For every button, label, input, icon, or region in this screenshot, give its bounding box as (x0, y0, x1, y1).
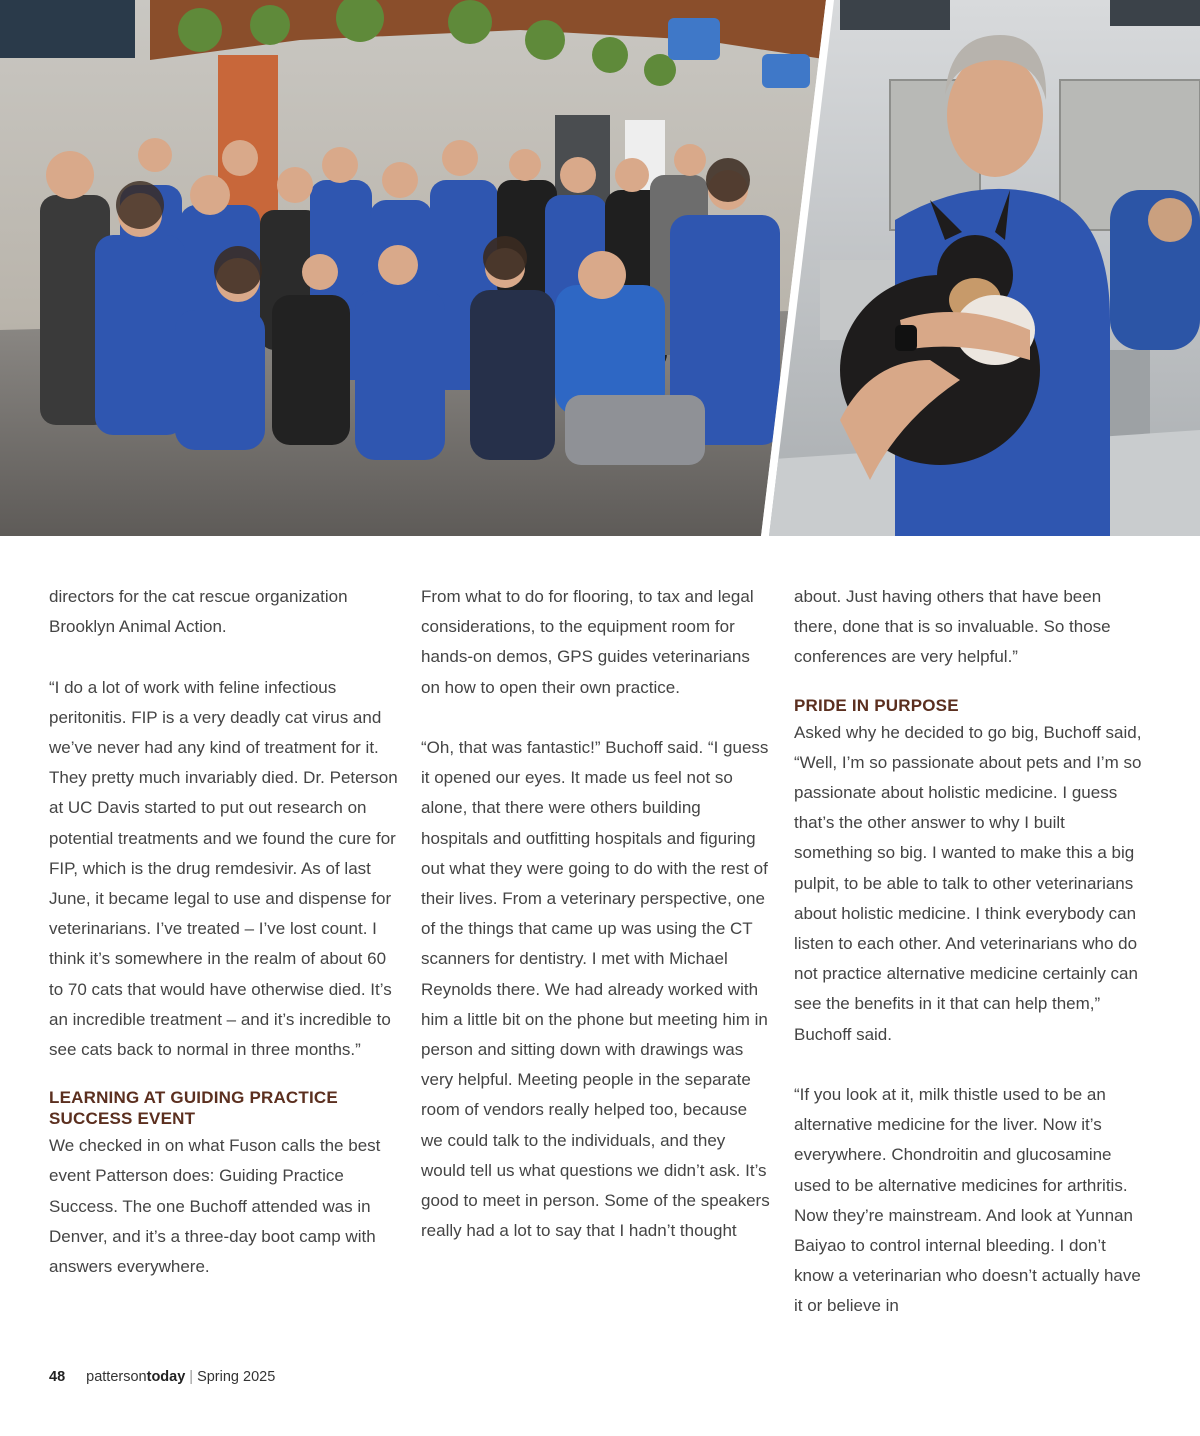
page-footer (49, 1369, 275, 1391)
page-number: 48 (49, 1369, 66, 1385)
paragraph: From what to do for flooring, to tax and legal considerations, to the equipment room for hands-on demos, GPS guides veterinarians on how to open their own practice. (421, 587, 754, 697)
paragraph: directors for the cat rescue organization Brooklyn Animal Action. (49, 587, 348, 637)
photo-band (0, 0, 1200, 536)
paragraph-quote-milk-thistle: “If you look at it, milk thistle used to be an alternative medicine for the liver. Now it’s everywhere. Chondroitin and glucosamine used to be alternative medicines for arthritis. Now they’re mainstream. And look at Yunnan Baiyao to control internal bleeding. I don’t know a veterinarian who doesn’t actually have it or believe in (794, 1085, 1141, 1316)
text-column-2 (421, 582, 771, 1246)
paragraph-quote-fip: “I do a lot of work with feline infectious peritonitis. FIP is a very deadly cat virus and we’ve never had any kind of treatment for it. They pretty much invariably died. Dr. Peterson at UC Davis started to put out research on potential treatments and we found the cure for FIP, which is the drug remdesivir. As of last June, it became legal to use and dispense for veterinarians. I’ve treated – I’ve lost count. I think it’s somewhere in the realm of about 60 to 70 cats that would have otherwise died. It’s an incredible treatment – and it’s incredible to see cats back to normal in three months.” (49, 677, 398, 1060)
text-column-3 (794, 582, 1144, 1322)
text-column-1 (49, 582, 399, 1282)
publication-name-part2: today (146, 1369, 186, 1385)
publication-name-part1: patterson (86, 1369, 147, 1385)
paragraph-quote-fantastic: “Oh, that was fantastic!” Buchoff said. “I guess it opened our eyes. It made us feel not so alone, that there were others building hospitals and outfitting hospitals and figuring out what they were going to do with the rest of their lives. From a veterinary perspective, one of the things that came up was using the CT scanners for dentistry. I met with Michael Reynolds there. We had already worked with him a little bit on the phone but meeting him in person and sitting down with drawings was very helpful. Meeting people in the separate room of vendors really helped too, because we could talk to the individuals, and they would tell us what questions we didn’t ask. It’s good to meet in person. Some of the speakers really had a lot to say that I hadn’t thought (421, 738, 770, 1241)
photo-collage (0, 0, 1200, 536)
paragraph: about. Just having others that have been there, done that is so invaluable. So those conferences are very helpful.” (794, 587, 1111, 667)
vet-with-dog-photo (760, 0, 1200, 536)
section-heading-gps: LEARNING AT GUIDING PRACTICE SUCCESS EVENT (49, 1088, 338, 1129)
section-heading-pride: PRIDE IN PURPOSE (794, 695, 959, 715)
paragraph: Asked why he decided to go big, Buchoff said, “Well, I’m so passionate about pets and I’m so passionate about holistic medicine. I guess that’s the other answer to why I built something so big. I wanted to make this a big pulpit, to be able to talk to other veterinarians about holistic medicine. I think everybody can listen to each other. And veterinarians who do not practice alternative medicine certainly can see the benefits in it that can help them,” Buchoff said. (794, 722, 1142, 1044)
footer-separator: | (189, 1369, 194, 1385)
issue-date: Spring 2025 (197, 1369, 276, 1385)
paragraph: We checked in on what Fuson calls the best event Patterson does: Guiding Practice Success. The one Buchoff attended was in Denver, and it’s a three-day boot camp with answers everywhere. (49, 1136, 381, 1277)
team-photo (0, 0, 830, 536)
